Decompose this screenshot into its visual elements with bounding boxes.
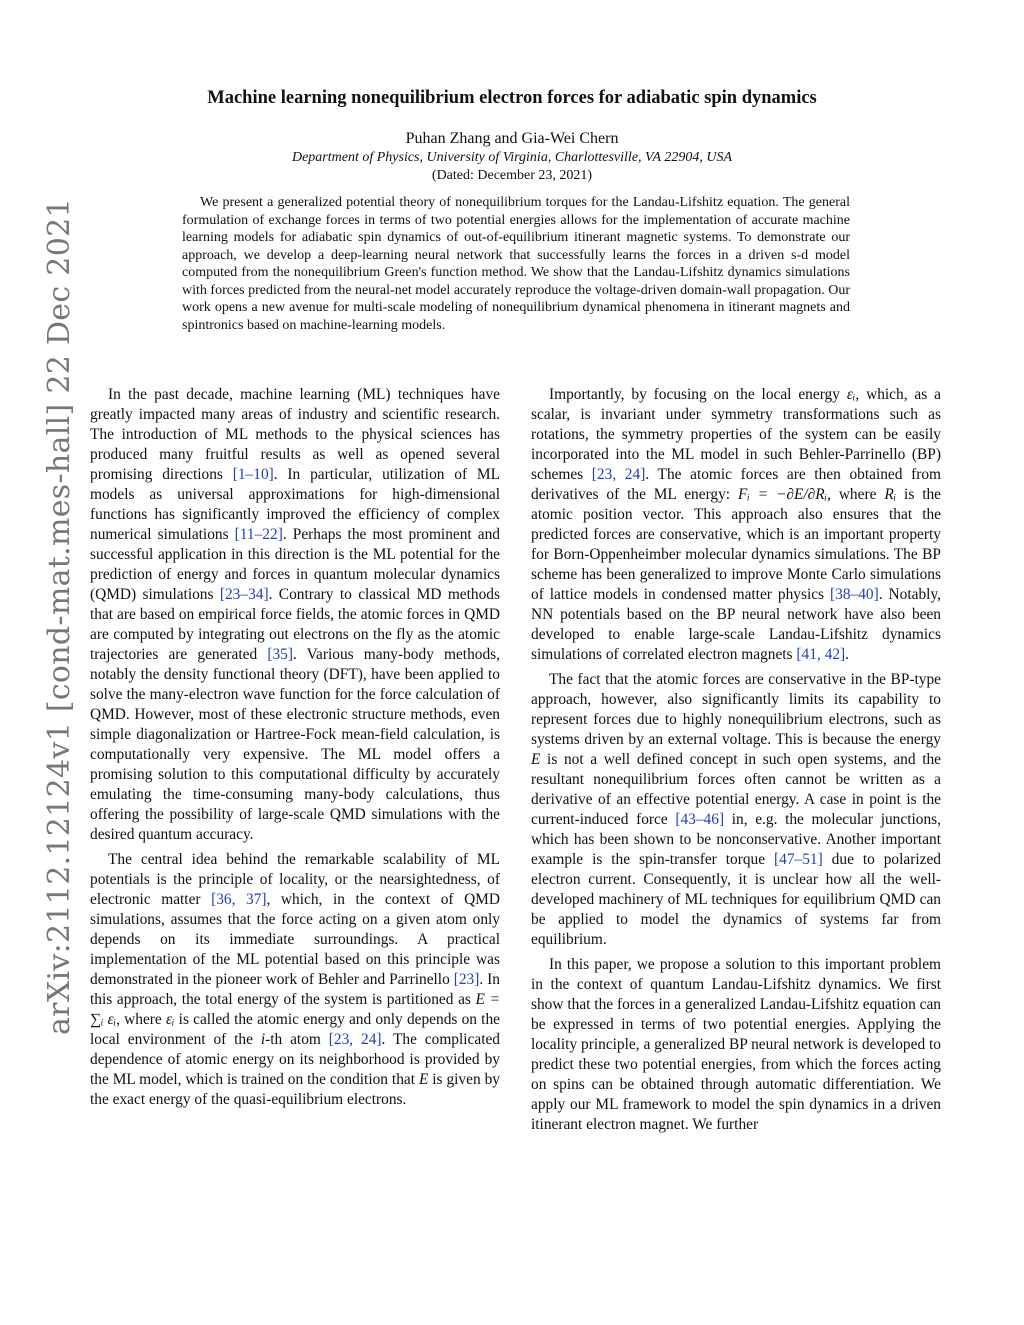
arxiv-identifier: arXiv:2112.12124v1 [cond-mat.mes-hall] 22 Dec 2021 (42, 198, 77, 1035)
paper-title: Machine learning nonequilibrium electron forces for adiabatic spin dynamics (207, 88, 817, 108)
citation-link[interactable]: [47–51] (774, 851, 823, 868)
math-expression: E (418, 1071, 429, 1088)
math-expression: E (531, 751, 541, 768)
citation-link[interactable]: [38–40] (830, 586, 879, 603)
intro-paragraph-4: The fact that the atomic forces are conservative in the BP-type approach, however, also significantly limits its capability to represent forces due to highly nonequilibrium electrons, such as systems driven by an external voltage. This is because the energy E is not a well defined concept in such open systems, and the resultant nonequilibrium forces often cannot be written as a derivative of an effective potential energy. A case in point is the current-induced force [43–46] in, e.g. the molecular junctions, which has been shown to be nonconservative. Another important example is the spin-transfer torque [47–51] due to polarized electron current. Consequently, it is unclear how all the well-developed machinery of ML techniques for equilibrium QMD can be applied to model the dynamics of systems far from equilibrium. (531, 671, 941, 948)
authors: Puhan Zhang and Gia-Wei Chern (405, 130, 619, 147)
affiliation: Department of Physics, University of Virginia, Charlottesville, VA 22904, USA (291, 150, 733, 165)
math-expression: Fᵢ = −∂E/∂Rᵢ (737, 486, 828, 503)
math-expression: E = ∑ᵢ εᵢ (90, 991, 500, 1028)
right-column (531, 385, 941, 1140)
math-expression: Rᵢ (884, 486, 897, 503)
citation-link[interactable]: [1–10] (232, 466, 274, 483)
date-line: (Dated: December 23, 2021) (431, 168, 593, 183)
citation-link[interactable]: [11–22] (234, 526, 283, 543)
math-expression: i (260, 1031, 266, 1048)
citation-link[interactable]: [23] (453, 971, 480, 988)
intro-paragraph-2: The central idea behind the remarkable scalability of ML potentials is the principle of locality, or the nearsightedness, of electronic matter [36, 37], which, in the context of QMD simulations, assumes that the force acting on a given atom only depends on its immediate surroundings. A practical implementation of the ML potential based on this principle was demonstrated in the pioneer work of Behler and Parrinello [23]. In this approach, the total energy of the system is partitioned as E = ∑ᵢ εᵢ, where εᵢ is called the atomic energy and only depends on the local environment of the i-th atom [23, 24]. The complicated dependence of atomic energy on its neighborhood is provided by the ML model, which is trained on the condition that E is given by the exact energy of the quasi-equilibrium electrons. (90, 851, 500, 1108)
math-expression: εᵢ (846, 386, 856, 403)
citation-link[interactable]: [23–34] (219, 586, 269, 603)
citation-link[interactable]: [41, 42] (796, 646, 846, 663)
intro-paragraph-5: In this paper, we propose a solution to this important problem in the context of quantum Landau-Lifshitz dynamics. We first show that the forces in a generalized Landau-Lifshitz equation can be expressed in terms of two potential energies. Applying the locality principle, a generalized BP neural network is developed to predict these two potential energies, from which the forces acting on spins can be obtained through automatic differentiation. We apply our ML framework to model the spin dynamics in a driven itinerant electron magnet. We further (531, 956, 941, 1133)
left-column (90, 385, 500, 1115)
citation-link[interactable]: [23, 24] (328, 1031, 382, 1048)
citation-link[interactable]: [23, 24] (591, 466, 646, 483)
citation-link[interactable]: [43–46] (675, 811, 725, 828)
intro-paragraph-3: Importantly, by focusing on the local energy εᵢ, which, as a scalar, is invariant under symmetry transformations such as rotations, the symmetry properties of the system can be easily incorporated into the ML model in such Behler-Parrinello (BP) schemes [23, 24]. The atomic forces are then obtained from derivatives of the ML energy: Fᵢ = −∂E/∂Rᵢ, where Rᵢ is the atomic position vector. This approach also ensures that the predicted forces are conservative, which is an important property for Born-Oppenheimber molecular dynamics simulations. The BP scheme has been generalized to improve Monte Carlo simulations of lattice models in condensed matter physics [38–40]. Notably, NN potentials based on the BP neural network have also been developed to enable large-scale Landau-Lifshitz dynamics simulations of correlated electron magnets [41, 42]. (531, 386, 942, 663)
intro-paragraph-1: In the past decade, machine learning (ML) techniques have greatly impacted many areas of industry and scientific research. The introduction of ML methods to the physical sciences has produced many fruitful results as well as opened several promising directions [1–10]. In particular, utilization of ML models as universal approximations for high-dimensional functions has significantly improved the efficiency of complex numerical simulations [11–22]. Perhaps the most prominent and successful application in this direction is the ML potential for the prediction of energy and forces in quantum molecular dynamics (QMD) simulations [23–34]. Contrary to classical MD methods that are based on empirical force fields, the atomic forces in QMD are computed by integrating out electrons on the fly as the atomic trajectories are generated [35]. Various many-body methods, notably the density functional theory (DFT), have been applied to solve the many-electron wave function for the force calculation of QMD. However, most of these electronic structure methods, even simple diagonalization or Hartree-Fock mean-field calculation, is computationally very expensive. The ML model offers a promising solution to this computational difficulty by accurately emulating the time-consuming many-body calculations, thus offering the possibility of large-scale QMD simulations with the desired quantum accuracy. (90, 386, 501, 843)
citation-link[interactable]: [36, 37] (211, 891, 267, 908)
math-expression: εᵢ (165, 1011, 175, 1028)
citation-link[interactable]: [35] (267, 646, 293, 663)
abstract: We present a generalized potential theory of nonequilibrium torques for the Landau-Lifshitz equation. The general formulation of exchange forces in terms of two potential energies allows for the implementation of accurate machine learning models for adiabatic spin dynamics of out-of-equilibrium itinerant magnetic systems. To demonstrate our approach, we develop a deep-learning neural network that successfully learns the forces in a driven s-d model computed from the nonequilibrium Green's function method. We show that the Landau-Lifshitz dynamics simulations with forces predicted from the neural-net model accurately reproduce the voltage-driven domain-wall propagation. Our work opens a new avenue for multi-scale modeling of nonequilibrium dynamical phenomena in itinerant magnets and spintronics based on machine-learning models. (182, 195, 850, 333)
